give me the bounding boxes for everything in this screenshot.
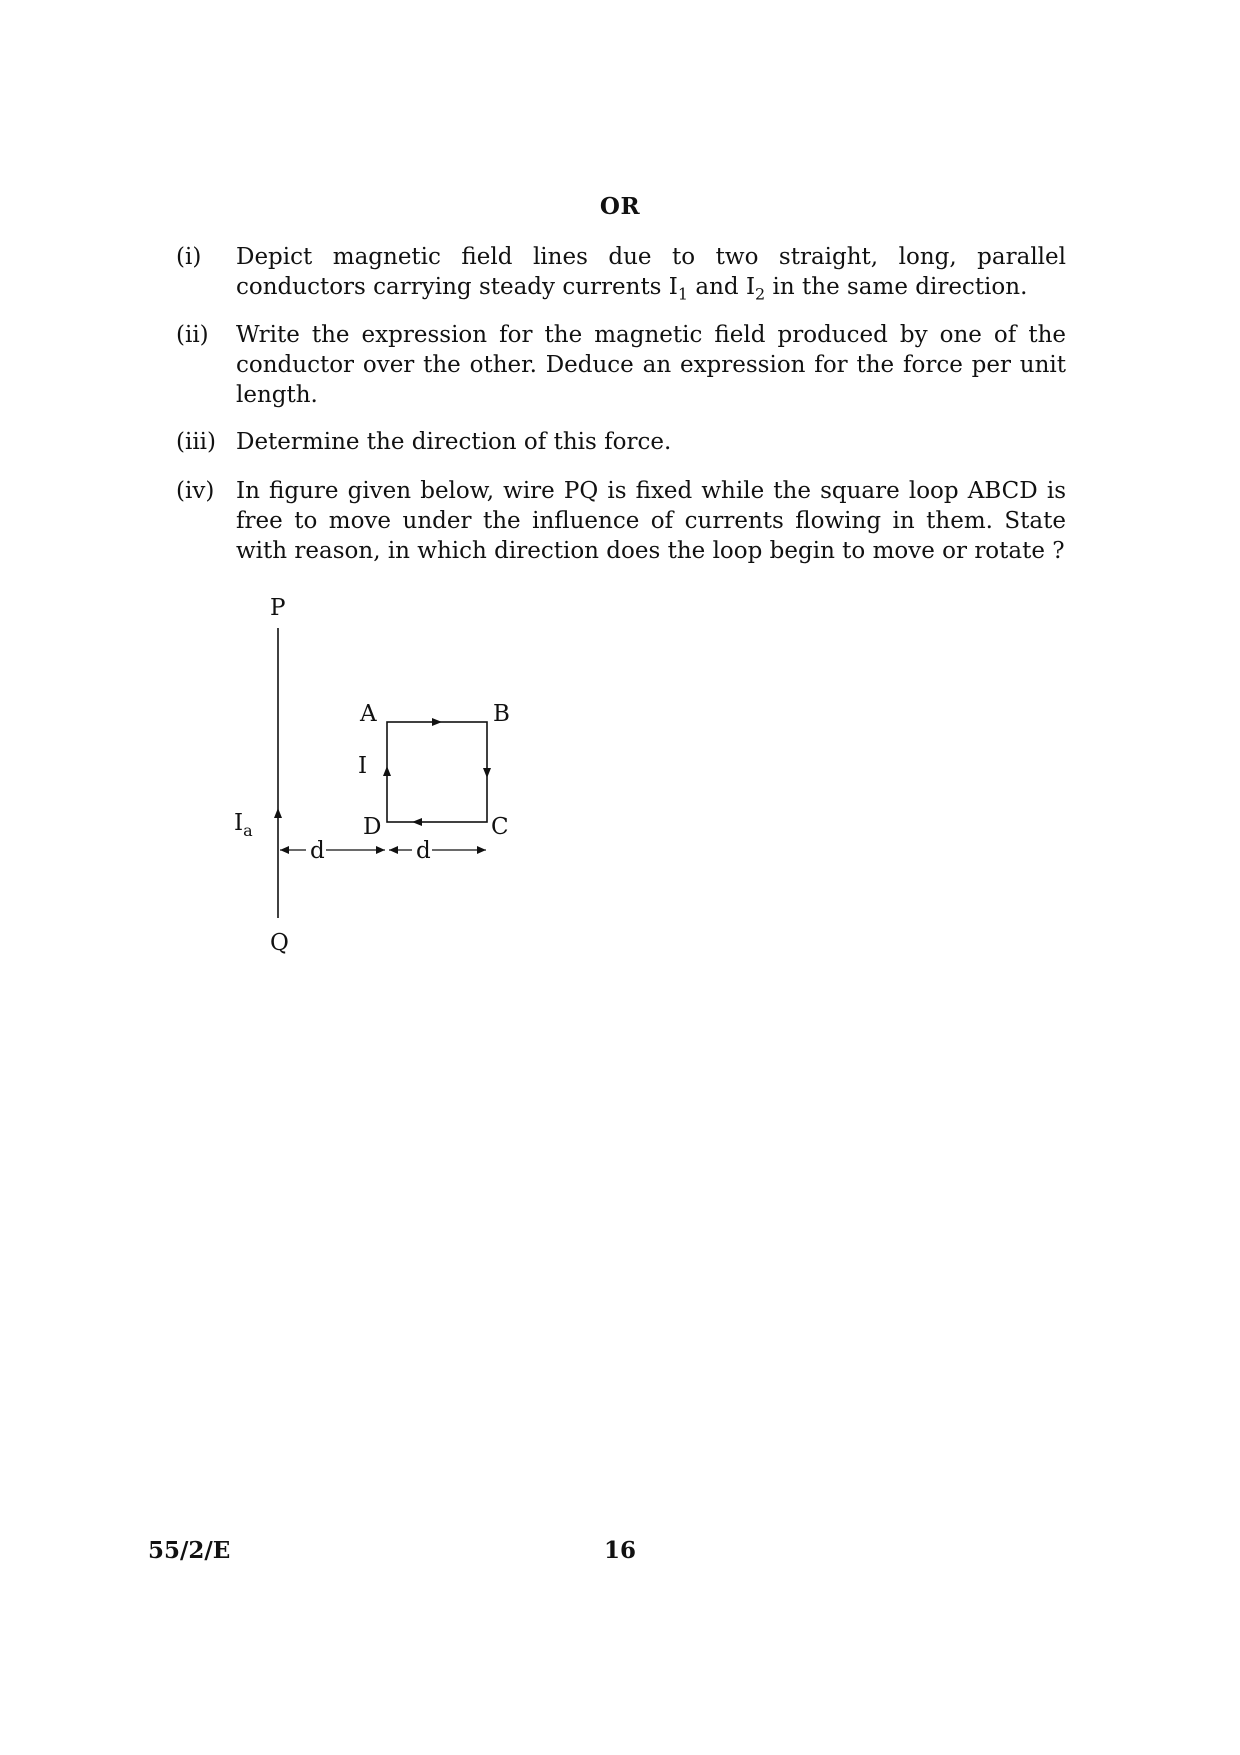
question-text: In figure given below, wire PQ is fixed while the square loop ABCD is free to move under the influence of currents flowing in them. State with reason, in which direction does the loop begin to move or rotate ? [236,478,1066,564]
label-d: D [363,814,382,840]
paper-code: 55/2/E [148,1537,231,1564]
dist-label-1: d [310,838,325,864]
arrow-da [383,766,391,776]
question-iii [176,427,1066,457]
question-number: (i) [176,244,202,270]
label-ia: $I_a$ [234,810,253,840]
question-ii [176,320,1066,410]
arrow-ab [432,718,442,726]
dist-label-2: d [416,838,431,864]
question-number: (iv) [176,478,215,504]
question-number: (iii) [176,429,217,455]
arrow-cd [412,818,422,826]
wire-current-arrow [274,808,282,818]
arrow-bc [483,768,491,778]
question-iv [176,476,1066,566]
label-a: A [360,701,377,727]
label-p: P [270,595,286,621]
label-b: B [493,701,510,727]
label-q: Q [270,930,289,956]
question-i [176,242,1066,302]
or-heading: OR [599,193,641,220]
question-text: Write the expression for the magnetic field produced by one of the conductor over the other. Deduce an expression for the force per unit length. [236,322,1066,408]
square-loop [387,722,487,822]
question-text: Depict magnetic field lines due to two straight, long, parallel conductors carrying steady currents $I_1$ and $I_2$ in the same direction. [236,244,1066,304]
question-number: (ii) [176,322,209,348]
label-i: I [358,753,368,779]
page-number: 16 [603,1537,636,1564]
wire-loop-figure [200,585,540,975]
question-text: Determine the direction of this force. [236,429,672,455]
label-c: C [491,814,509,840]
